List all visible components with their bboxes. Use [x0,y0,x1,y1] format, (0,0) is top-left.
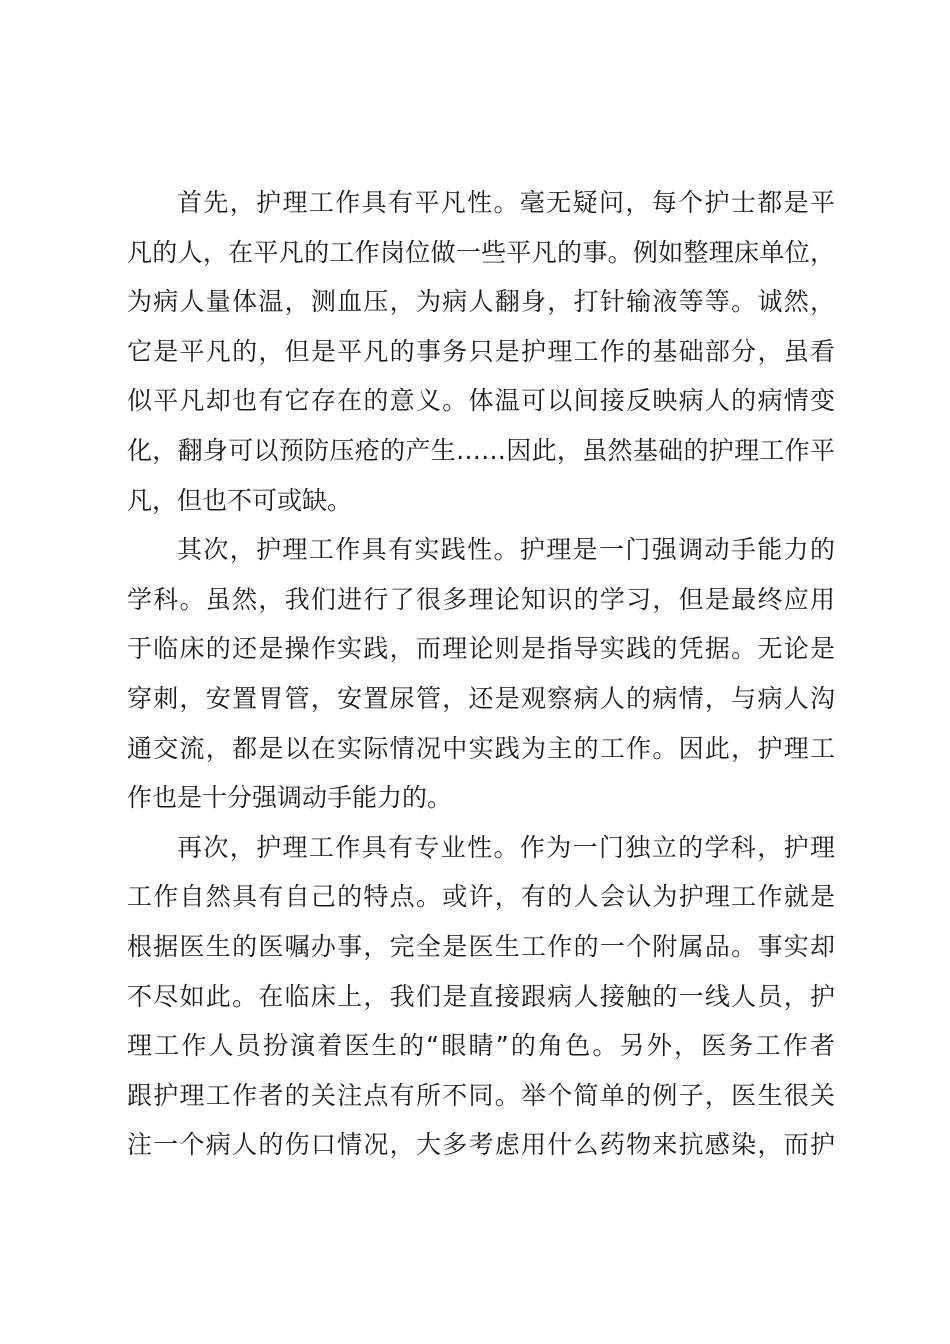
paragraph-line: 似平凡却也有它存在的意义。体温可以间接反映病人的病情变 [127,386,835,416]
paragraph-line: 根据医生的医嘱办事，完全是医生工作的一个附属品。事实却 [127,931,835,961]
paragraph-line: 凡，但也不可或缺。 [127,485,353,515]
paragraph-line: 理工作人员扮演着医生的“眼睛”的角色。另外，医务工作者 [127,1031,835,1061]
paragraph-line: 工作自然具有自己的特点。或许，有的人会认为护理工作就是 [127,882,835,912]
paragraph-2 [127,525,835,823]
paragraph-line: 跟护理工作者的关注点有所不同。举个简单的例子，医生很关 [127,1080,835,1110]
paragraph-line: 它是平凡的，但是平凡的事务只是护理工作的基础部分，虽看 [127,336,835,366]
paragraph-line: 作也是十分强调动手能力的。 [127,783,453,813]
paragraph-line: 学科。虽然，我们进行了很多理论知识的学习，但是最终应用 [127,584,835,614]
document-body [127,178,835,1170]
paragraph-line: 其次，护理工作具有实践性。护理是一门强调动手能力的 [177,535,835,565]
paragraph-3 [127,823,835,1170]
paragraph-line: 再次，护理工作具有专业性。作为一门独立的学科，护理 [177,832,835,862]
paragraph-line: 首先，护理工作具有平凡性。毫无疑问，每个护士都是平 [177,188,835,217]
paragraph-line: 凡的人，在平凡的工作岗位做一些平凡的事。例如整理床单位， [127,237,835,267]
paragraph-line: 为病人量体温，测血压，为病人翻身，打针输液等等。诚然， [127,287,835,317]
paragraph-line: 化，翻身可以预防压疮的产生……因此，虽然基础的护理工作平 [127,435,835,465]
paragraph-line: 于临床的还是操作实践，而理论则是指导实践的凭据。无论是 [127,634,835,664]
paragraph-1 [127,178,835,525]
paragraph-line: 不尽如此。在临床上，我们是直接跟病人接触的一线人员，护 [127,981,835,1011]
paragraph-line: 注一个病人的伤口情况，大多考虑用什么药物来抗感染，而护 [127,1130,835,1160]
paragraph-line: 穿刺，安置胃管，安置尿管，还是观察病人的病情，与病人沟 [127,683,835,713]
paragraph-line: 通交流，都是以在实际情况中实践为主的工作。因此，护理工 [127,733,835,763]
